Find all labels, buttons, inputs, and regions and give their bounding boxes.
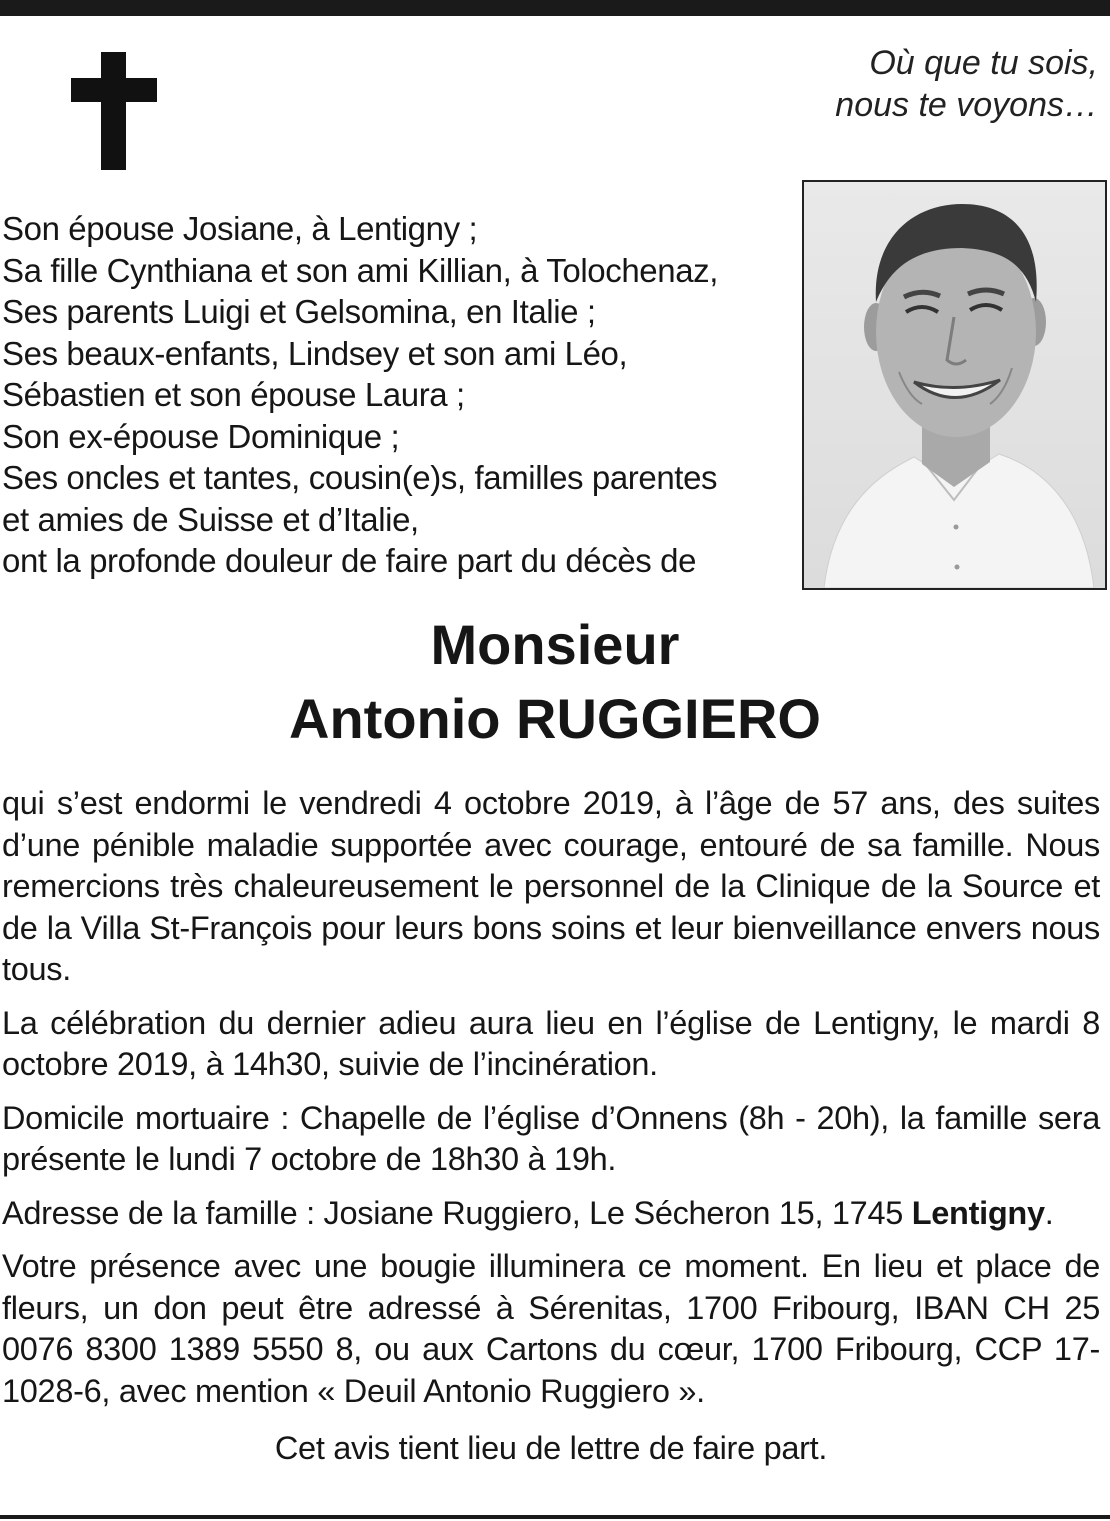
deceased-name-block (0, 608, 1110, 756)
top-border (0, 0, 1110, 16)
motto-line-2: nous te voyons… (835, 86, 1098, 124)
family-list (2, 208, 792, 582)
family-line: Ses beaux-enfants, Lindsey et son ami Léo, (2, 334, 628, 372)
paragraph-mortuary: Domicile mortuaire : Chapelle de l’église d’Onnens (8h - 20h), la famille sera présente le lundi 7 octobre de 18h30 à 19h. (2, 1099, 1100, 1177)
address-text: Adresse de la famille : Josiane Ruggiero, Le Sécheron 15, 1745 (2, 1194, 912, 1231)
address-end: . (1044, 1194, 1054, 1231)
latin-cross-icon (71, 52, 157, 170)
family-line: Sa fille Cynthiana et son ami Killian, à Tolochenaz, (2, 251, 719, 289)
family-line: Ses parents Luigi et Gelsomina, en Italie ; (2, 293, 596, 330)
deceased-title: Monsieur (430, 613, 680, 676)
family-line: ont la profonde douleur de faire part du décès de (2, 542, 697, 579)
family-line: et amies de Suisse et d’Italie, (2, 500, 419, 538)
notice-body (2, 783, 1100, 1482)
bottom-border (0, 1515, 1110, 1519)
family-line: Son épouse Josiane, à Lentigny ; (2, 210, 478, 247)
portrait-photo (802, 180, 1107, 590)
paragraph-donations: Votre présence avec une bougie illuminera ce moment. En lieu et place de fleurs, un don peut être adressé à Sérenitas, 1700 Fribourg, IBAN CH 25 0076 8300 1389 5550 8, ou aux Cartons du cœur, 1700 Fribourg, CCP 17-1028-6, avec mention « Deuil Antonio Ruggiero ». (2, 1248, 1100, 1409)
closing-line: Cet avis tient lieu de lettre de faire part. (274, 1430, 828, 1466)
paragraph-family-address (2, 1193, 1100, 1235)
address-town: Lentigny (911, 1194, 1045, 1231)
paragraph-ceremony: La célébration du dernier adieu aura lieu en l’église de Lentigny, le mardi 8 octobre 2019, à 14h30, suivie de l’incinération. (2, 1004, 1100, 1082)
motto (835, 42, 1098, 126)
deceased-name: Antonio RUGGIERO (289, 687, 821, 750)
family-line: Ses oncles et tantes, cousin(e)s, familles parentes (2, 459, 718, 496)
family-line: Sébastien et son épouse Laura ; (2, 376, 465, 413)
family-line: Son ex-épouse Dominique ; (2, 417, 400, 455)
paragraph-circumstances: qui s’est endormi le vendredi 4 octobre 2019, à l’âge de 57 ans, des suites d’une pénible maladie supportée avec courage, entouré de sa famille. Nous remercions très chaleureusement le personnel de la Clinique de la Source et de la Villa St-François pour leurs bons soins et leur bienveillance envers nous tous. (2, 785, 1100, 987)
motto-line-1: Où que tu sois, (869, 44, 1098, 82)
